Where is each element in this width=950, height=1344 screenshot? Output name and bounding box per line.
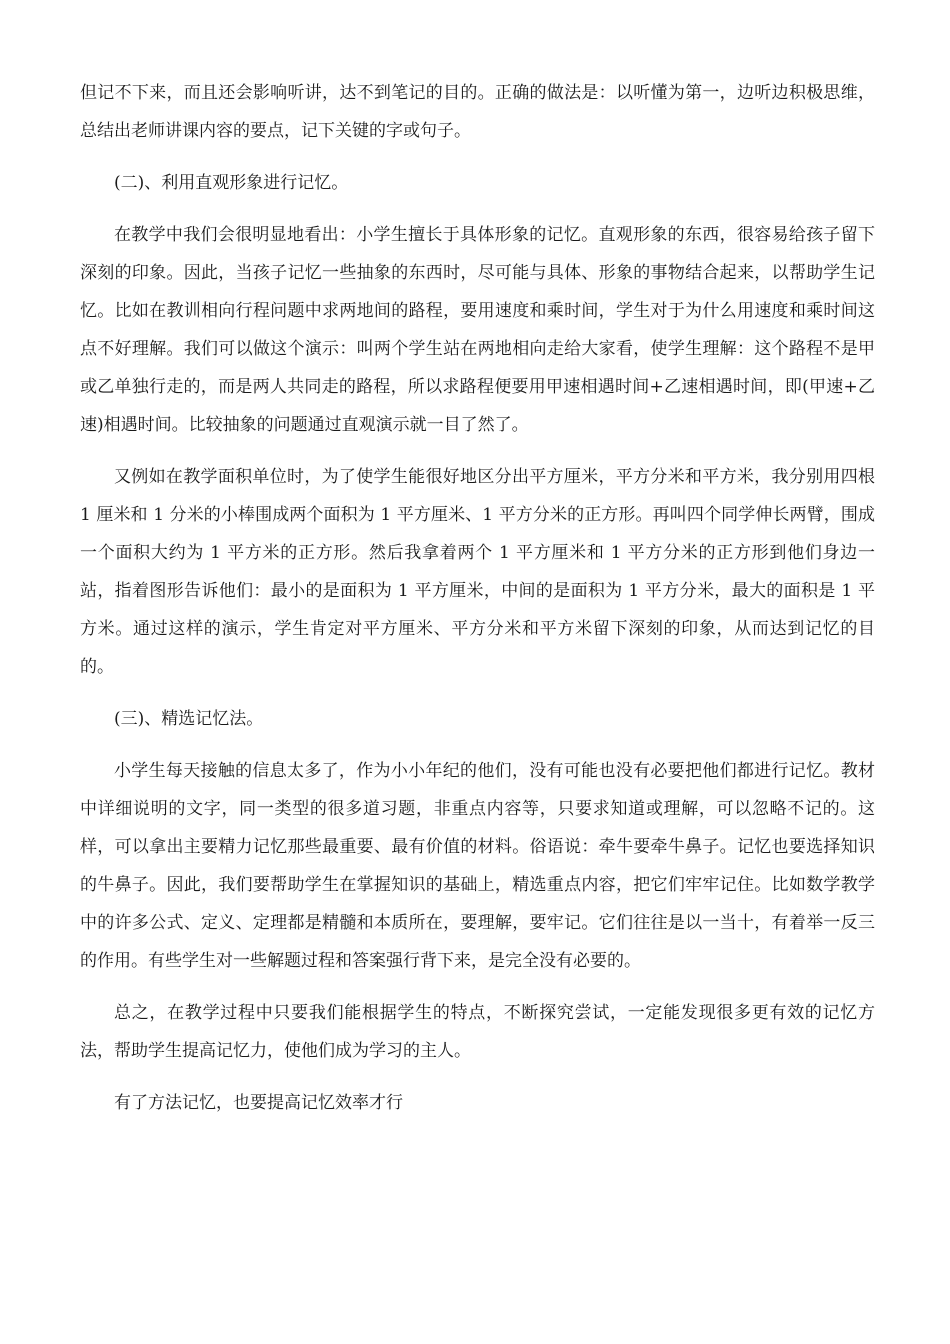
section-heading-2: (二)、利用直观形象进行记忆。 (114, 173, 349, 193)
paragraph-selective-memory: 小学生每天接触的信息太多了，作为小小年纪的他们，没有可能也没有必要把他们都进行记忆。教材中详细说明的文字，同一类型的很多道习题，非重点内容等，只要求知道或理解，可以忽略不记的。这样，可以拿出主要精力记忆那些最重要、最有价值的材料。俗语说：牵牛要牵牛鼻子。记忆也要选择知识的牛鼻子。因此，我们要帮助学生在掌握知识的基础上，精选重点内容，把它们牢牢记住。比如数学教学中的许多公式、定义、定理都是精髓和本质所在，要理解，要牢记。它们往往是以一当十，有着举一反三的作用。有些学生对一些解题过程和答案强行背下来，是完全没有必要的。 (80, 761, 875, 971)
paragraph-summary: 总之，在教学过程中只要我们能根据学生的特点，不断探究尝试，一定能发现很多更有效的记忆方法，帮助学生提高记忆力，使他们成为学习的主人。 (80, 1003, 875, 1061)
section-heading-3: (三)、精选记忆法。 (114, 709, 264, 729)
paragraph-continuation: 但记不下来，而且还会影响听讲，达不到笔记的目的。正确的做法是：以听懂为第一，边听边积极思维，总结出老师讲课内容的要点，记下关键的字或句子。 (80, 83, 875, 141)
paragraph-area-units: 又例如在教学面积单位时，为了使学生能很好地区分出平方厘米，平方分米和平方米，我分别用四根 1 厘米和 1 分米的小棒围成两个面积为 1 平方厘米、1 平方分米的正方形。再叫四个同学伸长两臂，围成一个面积大约为 1 平方米的正方形。然后我拿着两个 1 平方厘米和 1 平方分米的正方形到他们身边一站，指着图形告诉他们：最小的是面积为 1 平方厘米，中间的是面积为 1 平方分米，最大的面积是 1 平方米。通过这样的演示，学生肯定对平方厘米、平方分米和平方米留下深刻的印象，从而达到记忆的目的。 (80, 467, 875, 677)
paragraph-closing: 有了方法记忆，也要提高记忆效率才行 (114, 1093, 403, 1113)
paragraph-visual-memory: 在教学中我们会很明显地看出：小学生擅长于具体形象的记忆。直观形象的东西，很容易给孩子留下深刻的印象。因此，当孩子记忆一些抽象的东西时，尽可能与具体、形象的事物结合起来，以帮助学生记忆。比如在教训相向行程问题中求两地间的路程，要用速度和乘时间，学生对于为什么用速度和乘时间这点不好理解。我们可以做这个演示：叫两个学生站在两地相向走给大家看，使学生理解：这个路程不是甲或乙单独行走的，而是两人共同走的路程，所以求路程便要用甲速相遇时间+乙速相遇时间，即(甲速+乙速)相遇时间。比较抽象的问题通过直观演示就一目了然了。 (80, 225, 875, 435)
document-body (80, 74, 875, 1136)
